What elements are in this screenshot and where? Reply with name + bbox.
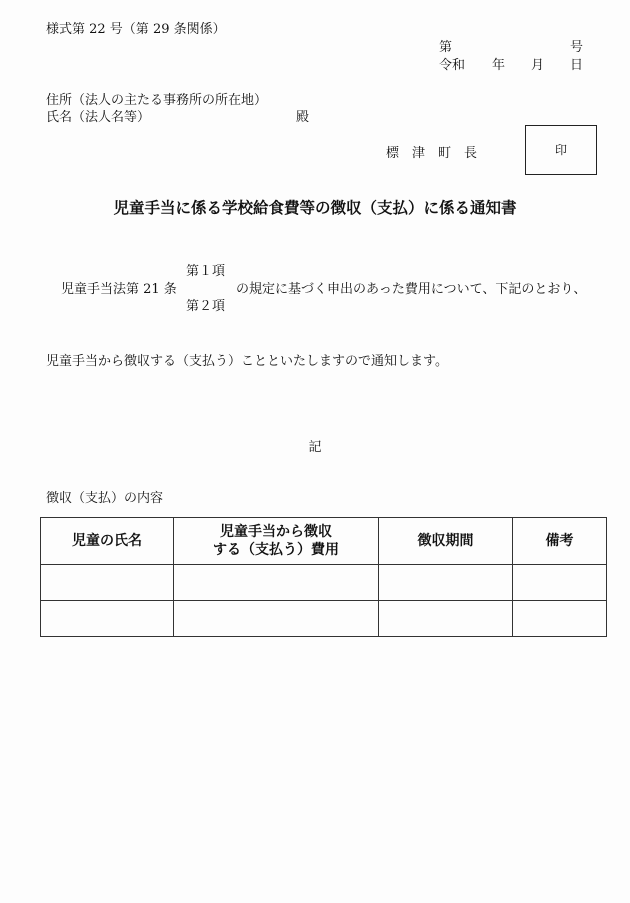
table-cell <box>174 601 379 637</box>
recipient-name-label: 氏名（法人名等） <box>46 110 151 125</box>
recipient-address-label: 住所（法人の主たる事務所の所在地） <box>46 93 268 108</box>
clause-1: 第１項 <box>186 264 226 279</box>
ki-heading: 記 <box>308 440 322 455</box>
issuer-title: 標 津 町 長 <box>386 146 478 161</box>
table-cell <box>41 601 174 637</box>
date-day: 日 <box>570 58 584 73</box>
body-line-2: 児童手当から徴収する（支払う）ことといたしますので通知します。 <box>46 354 448 369</box>
table-row <box>41 601 607 637</box>
table-cell <box>513 601 607 637</box>
table-row <box>41 565 607 601</box>
date-era: 令和 <box>439 58 466 73</box>
seal-label: 印 <box>554 143 567 157</box>
header-period: 徴収期間 <box>379 518 513 565</box>
table-header-row <box>41 518 607 565</box>
recipient-honorific: 殿 <box>296 110 310 125</box>
table-cell <box>379 601 513 637</box>
header-expense: 児童手当から徴収 する（支払う）費用 <box>174 518 379 565</box>
doc-number-dai: 第 <box>439 40 453 55</box>
header-remarks: 備考 <box>513 518 607 565</box>
date-month: 月 <box>531 58 545 73</box>
seal-box <box>525 125 597 175</box>
table-cell <box>174 565 379 601</box>
law-reference: 児童手当法第 21 条 <box>61 282 177 297</box>
table-cell <box>379 565 513 601</box>
document-title: 児童手当に係る学校給食費等の徴収（支払）に係る通知書 <box>113 198 517 217</box>
contents-table <box>40 517 607 637</box>
body-line-1: の規定に基づく申出のあった費用について、下記のとおり、 <box>236 282 587 297</box>
doc-number-go: 号 <box>570 40 584 55</box>
table-cell <box>513 565 607 601</box>
clause-2: 第２項 <box>186 299 226 314</box>
table-caption: 徴収（支払）の内容 <box>46 491 164 506</box>
date-year: 年 <box>492 58 506 73</box>
form-number: 様式第 22 号（第 29 条関係） <box>46 22 226 37</box>
table-cell <box>41 565 174 601</box>
header-child-name: 児童の氏名 <box>41 518 174 565</box>
